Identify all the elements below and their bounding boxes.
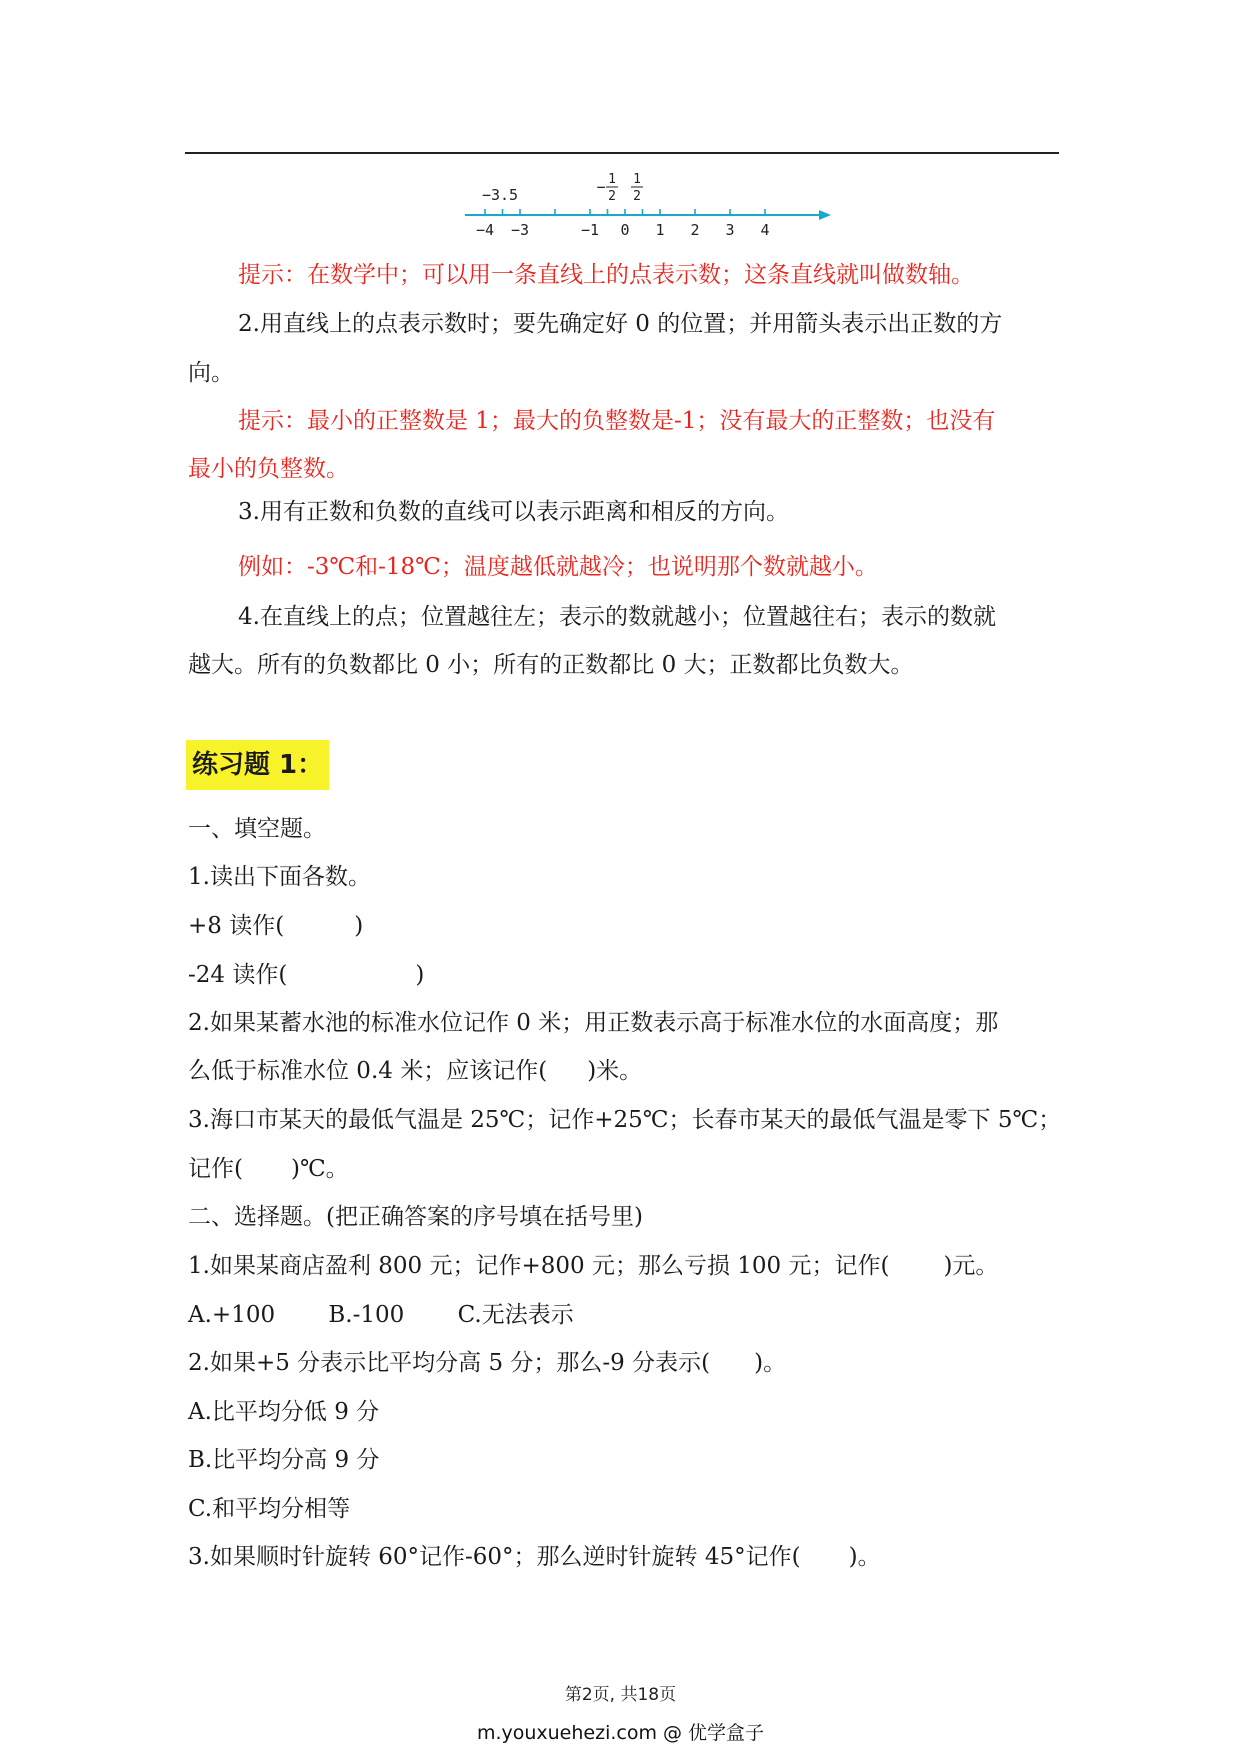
point-2-line2: 向。: [188, 360, 234, 386]
choice-question-1-options: [188, 1298, 1062, 1332]
tick-label: −4: [475, 221, 495, 239]
mark-den-neg-half: 2: [608, 189, 616, 204]
question-1: 1.读出下面各数。: [188, 864, 371, 890]
tick-label: −3: [510, 221, 530, 239]
site-watermark: m.youxuehezi.com @ 优学盒子: [476, 1722, 765, 1744]
section-multiple-choice: 二、选择题。(把正确答案的序号填在括号里): [188, 1204, 643, 1230]
option-a[interactable]: A.+100: [188, 1302, 276, 1328]
tick-label: 0: [620, 221, 630, 239]
option-a[interactable]: A.比平均分低 9 分: [188, 1399, 380, 1425]
option-b[interactable]: B.比平均分高 9 分: [188, 1447, 380, 1473]
point-4-line2: 越大。所有的负数都比 0 小；所有的正数都比 0 大；正数都比负数大。: [188, 652, 914, 678]
page-number: 第2页, 共18页: [564, 1685, 677, 1705]
question-1b: -24 读作( ): [188, 962, 425, 988]
hint-integers-line1: 提示：最小的正整数是 1；最大的负整数是-1；没有最大的正整数；也没有: [238, 408, 996, 434]
tick-label: −1: [580, 221, 600, 239]
mark-num-neg-half: 1: [608, 172, 616, 187]
option-c[interactable]: C.无法表示: [457, 1302, 574, 1328]
option-c[interactable]: C.和平均分相等: [188, 1496, 351, 1522]
question-2-line2: 么低于标准水位 0.4 米；应该记作( )米。: [188, 1058, 643, 1084]
choice-question-2: 2.如果+5 分表示比平均分高 5 分；那么-9 分表示( )。: [188, 1350, 787, 1376]
exercise-heading: 练习题 1：: [186, 740, 329, 790]
tick-label: 1: [655, 221, 665, 239]
example-temperature: 例如：-3℃和-18℃；温度越低就越冷；也说明那个数就越小。: [238, 554, 878, 580]
arrow-icon: [819, 210, 831, 220]
tick-label: 4: [760, 221, 770, 239]
question-3-line1: 3.海口市某天的最低气温是 25℃；记作+25℃；长春市某天的最低气温是零下 5℃；: [188, 1107, 1062, 1133]
section-fill-blank: 一、填空题。: [188, 816, 326, 842]
mark-den-half: 2: [633, 189, 641, 204]
question-2-line1: 2.如果某蓄水池的标准水位记作 0 米；用正数表示高于标准水位的水面高度；那: [188, 1010, 999, 1036]
tick-label: 2: [690, 221, 700, 239]
point-3: 3.用有正数和负数的直线可以表示距离和相反的方向。: [238, 499, 789, 525]
mark-sign-neg-half: −: [596, 178, 606, 196]
hint-number-axis: 提示：在数学中；可以用一条直线上的点表示数；这条直线就叫做数轴。: [238, 262, 974, 288]
tick-label: 3: [725, 221, 735, 239]
point-4-line1: 4.在直线上的点；位置越往左；表示的数就越小；位置越往右；表示的数就: [238, 604, 996, 630]
mark-label-neg-3.5: −3.5: [481, 186, 519, 204]
mark-num-half: 1: [633, 172, 641, 187]
option-b[interactable]: B.-100: [328, 1302, 405, 1328]
question-3-line2: 记作( )℃。: [188, 1156, 349, 1182]
question-1a: +8 读作( ): [188, 913, 364, 939]
hint-integers-line2: 最小的负整数。: [188, 456, 349, 482]
point-2-line1: 2.用直线上的点表示数时；要先确定好 0 的位置；并用箭头表示出正数的方: [238, 311, 1003, 337]
number-line-figure: [455, 170, 845, 242]
choice-question-1: 1.如果某商店盈利 800 元；记作+800 元；那么亏损 100 元；记作( )元。: [188, 1253, 999, 1279]
header-rule: [185, 152, 1059, 154]
choice-question-3: 3.如果顺时针旋转 60°记作-60°；那么逆时针旋转 45°记作( )。: [188, 1544, 881, 1570]
